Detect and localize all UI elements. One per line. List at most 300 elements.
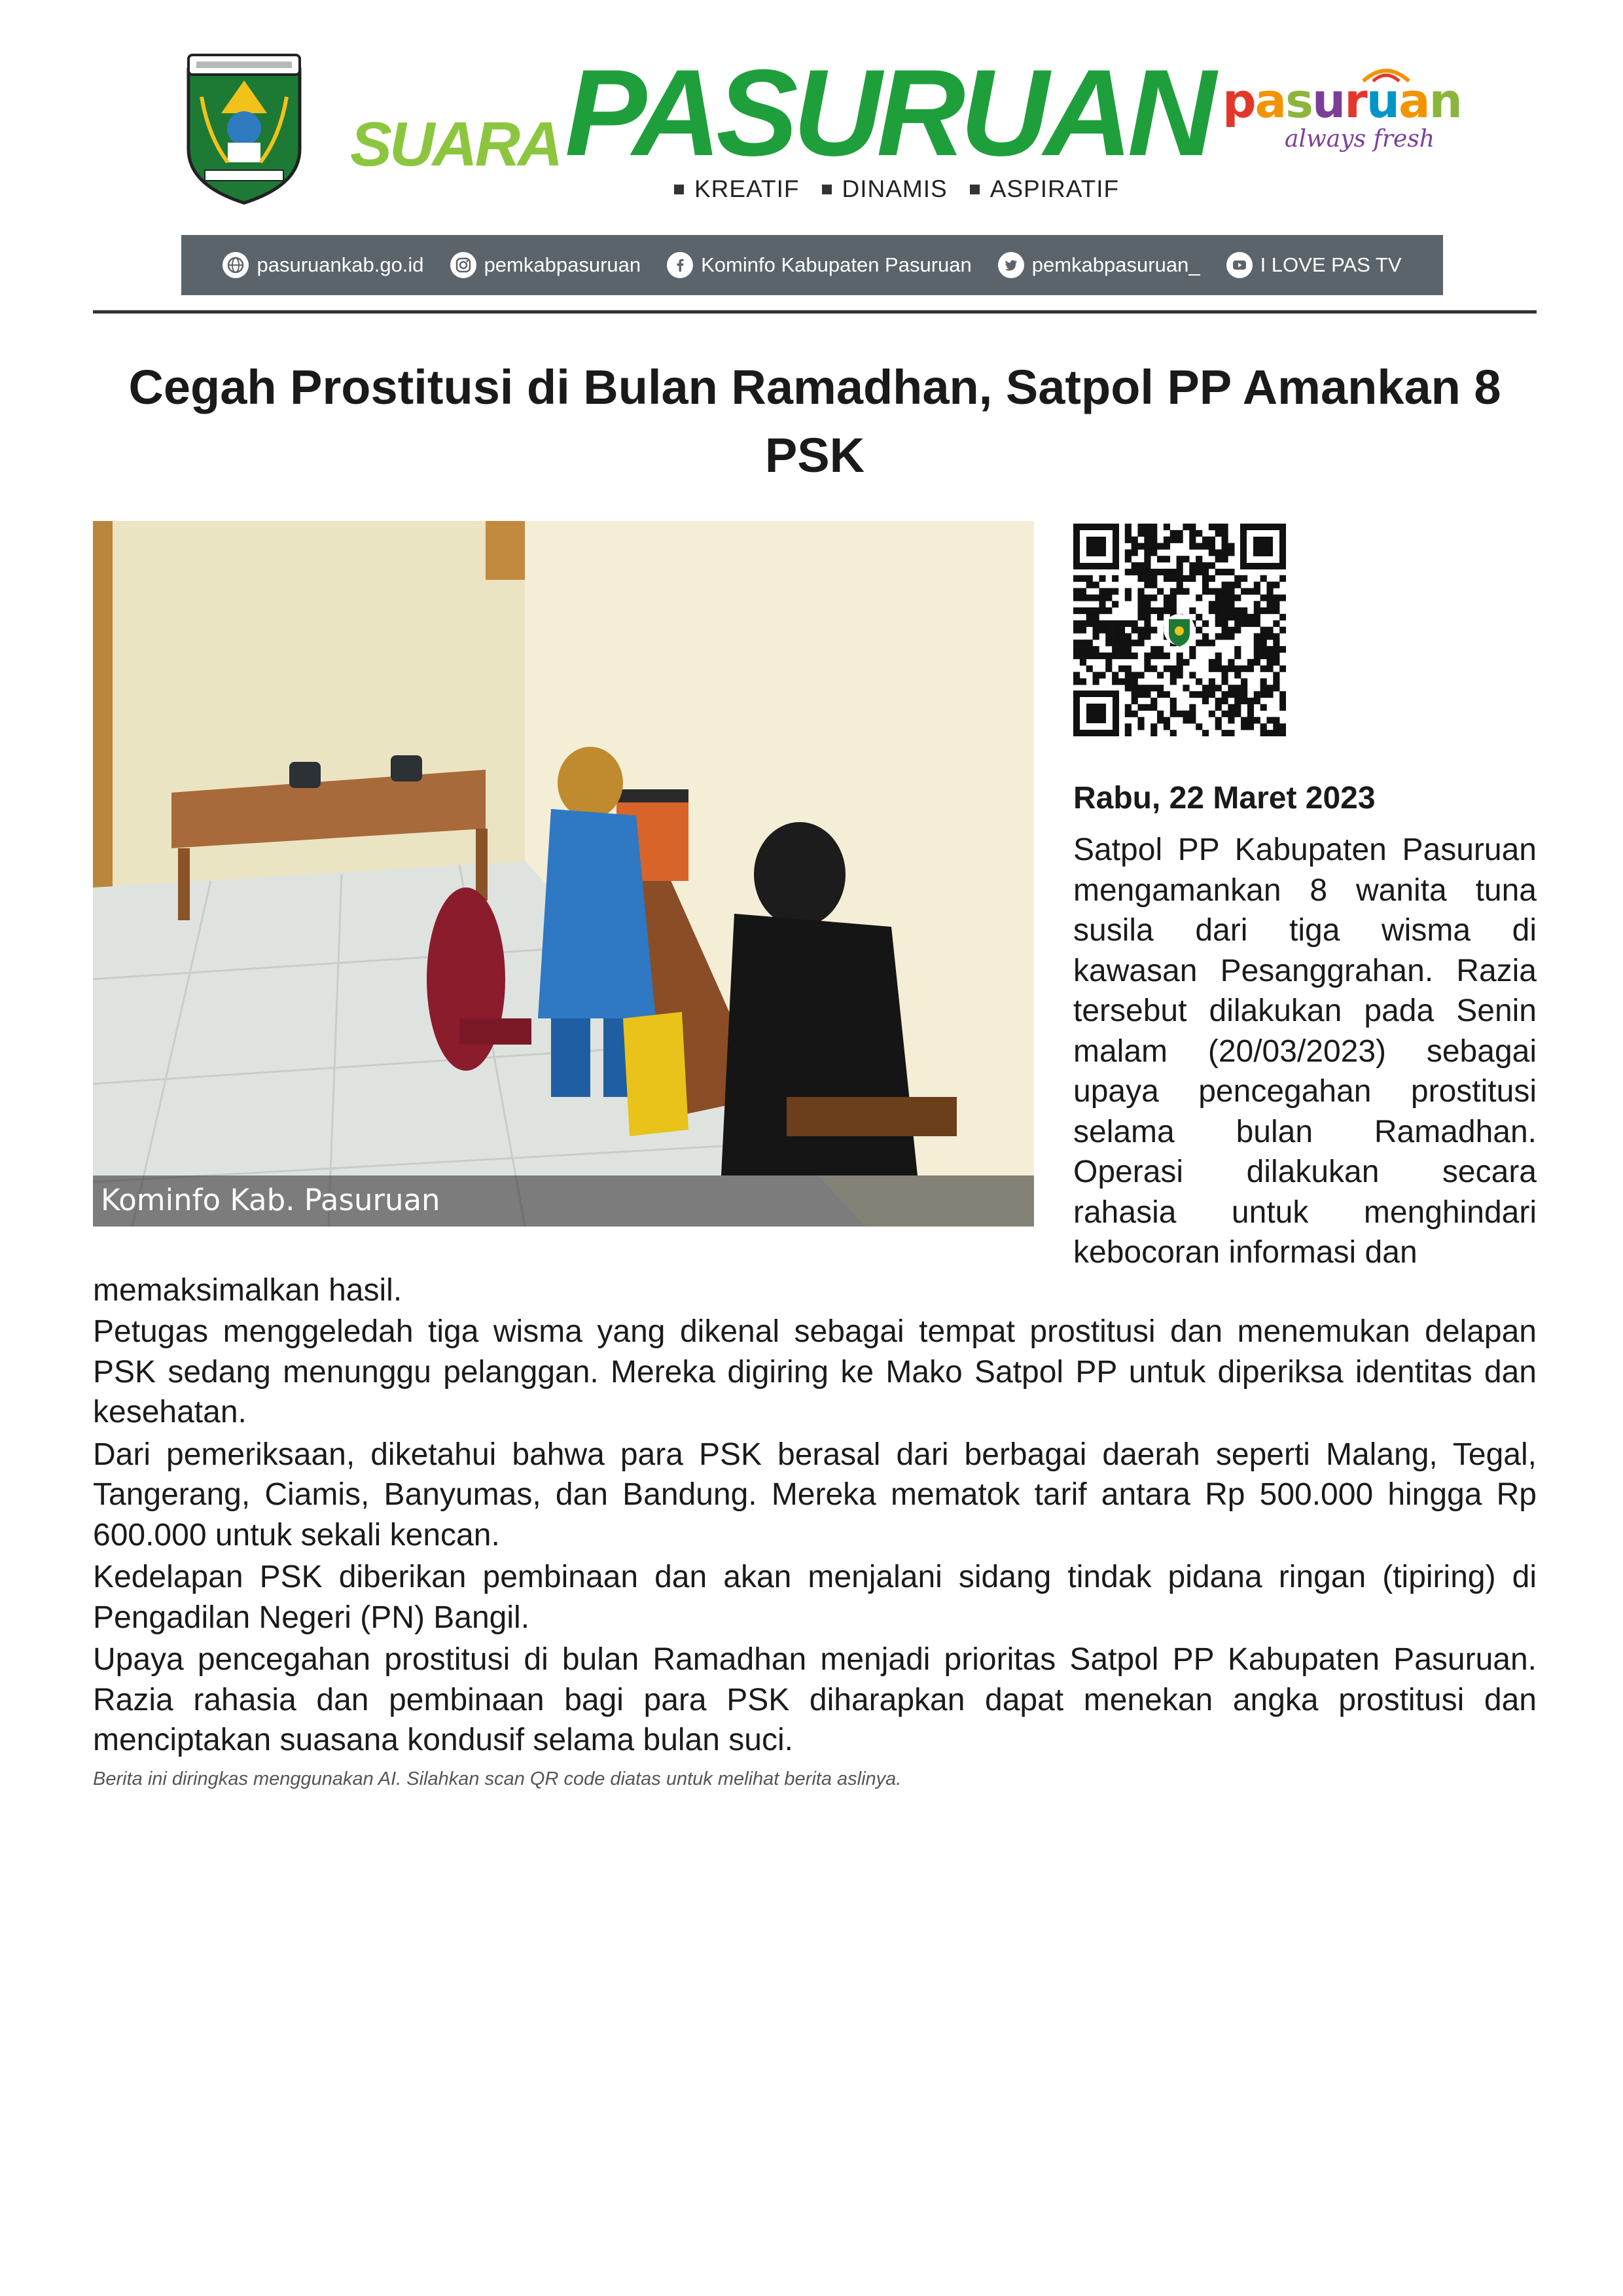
qr-module <box>1228 666 1234 672</box>
qr-module <box>1170 537 1177 543</box>
qr-module <box>1228 704 1234 711</box>
qr-module <box>1202 691 1209 698</box>
qr-module <box>1241 717 1247 723</box>
qr-module <box>1157 607 1164 614</box>
qr-module <box>1144 530 1150 537</box>
qr-module <box>1254 698 1260 704</box>
qr-module <box>1279 614 1286 620</box>
qr-module <box>1222 620 1228 627</box>
qr-module <box>1099 672 1105 679</box>
qr-module <box>1080 678 1086 685</box>
qr-module <box>1164 723 1170 730</box>
qr-module <box>1177 575 1183 582</box>
qr-module <box>1260 639 1267 646</box>
qr-module <box>1222 698 1228 704</box>
qr-module <box>1209 562 1215 569</box>
qr-module <box>1189 672 1196 679</box>
social-link-facebook[interactable] <box>667 252 972 278</box>
qr-module <box>1266 601 1273 607</box>
article-photo <box>93 521 1034 1227</box>
qr-module <box>1125 569 1132 575</box>
qr-module <box>1254 653 1260 659</box>
social-link-instagram[interactable] <box>450 252 641 278</box>
qr-module <box>1209 639 1215 646</box>
qr-module <box>1132 691 1138 698</box>
qr-module <box>1266 717 1273 723</box>
qr-module <box>1234 685 1241 691</box>
qr-module <box>1202 633 1209 639</box>
qr-module <box>1273 659 1279 666</box>
qr-module <box>1266 685 1273 691</box>
qr-module <box>1209 588 1215 594</box>
qr-module <box>1150 607 1157 614</box>
qr-module <box>1209 524 1215 530</box>
qr-module <box>1228 685 1234 691</box>
qr-module <box>1254 614 1260 620</box>
qr-module <box>1196 569 1202 575</box>
qr-module <box>1228 711 1234 717</box>
qr-module <box>1209 691 1215 698</box>
qr-module <box>1144 704 1150 711</box>
qr-module <box>1215 530 1222 537</box>
qr-module <box>1189 691 1196 698</box>
pasuruan-always-fresh-logo <box>1222 73 1461 175</box>
qr-module <box>1177 562 1183 569</box>
qr-module <box>1144 666 1150 672</box>
qr-module <box>1164 569 1170 575</box>
qr-module <box>1215 704 1222 711</box>
qr-module <box>1144 659 1150 666</box>
qr-module <box>1164 524 1170 530</box>
qr-module <box>1125 730 1132 736</box>
qr-module <box>1222 556 1228 562</box>
article-paragraph: Dari pemeriksaan, diketahui bahwa para PSK berasal dari berbagai daerah seperti Malang, Tegal, Tangerang, Ciamis, Banyumas, dan Bandung. Mereka mematok tarif antara Rp 500.000 hingga Rp 600.000 untuk sekali kencan. <box>93 1437 1537 1552</box>
qr-module <box>1177 672 1183 679</box>
qr-module <box>1150 569 1157 575</box>
suara-pasuruan-brand <box>350 44 1211 202</box>
qr-module <box>1254 639 1260 646</box>
qr-module <box>1222 678 1228 685</box>
qr-module <box>1234 672 1241 679</box>
qr-module <box>1273 672 1279 679</box>
qr-module <box>1215 633 1222 639</box>
qr-module <box>1137 672 1144 679</box>
qr-module <box>1137 543 1144 550</box>
qr-module <box>1189 569 1196 575</box>
qr-module <box>1086 639 1093 646</box>
qr-module <box>1164 575 1170 582</box>
social-link-youtube[interactable] <box>1226 252 1402 278</box>
qr-module <box>1183 556 1189 562</box>
qr-module <box>1196 691 1202 698</box>
qr-module <box>1247 717 1254 723</box>
qr-module <box>1177 537 1183 543</box>
qr-module <box>1093 627 1099 634</box>
qr-module <box>1202 620 1209 627</box>
qr-module <box>1228 627 1234 634</box>
qr-module <box>1183 717 1189 723</box>
qr-module <box>1266 666 1273 672</box>
qr-module <box>1125 530 1132 537</box>
qr-module <box>1222 711 1228 717</box>
qr-module <box>1099 588 1105 594</box>
qr-module <box>1222 537 1228 543</box>
qr-module <box>1170 601 1177 607</box>
qr-module <box>1086 620 1093 627</box>
qr-module <box>1234 691 1241 698</box>
qr-module <box>1228 594 1234 601</box>
qr-module <box>1144 601 1150 607</box>
qr-module <box>1273 717 1279 723</box>
qr-module <box>1266 588 1273 594</box>
social-links-bar <box>181 235 1443 295</box>
qr-module <box>1260 653 1267 659</box>
qr-module <box>1222 691 1228 698</box>
qr-module <box>1170 588 1177 594</box>
qr-module <box>1279 575 1286 582</box>
qr-module <box>1125 646 1132 653</box>
qr-module <box>1254 659 1260 666</box>
qr-module <box>1260 723 1267 730</box>
qr-module <box>1209 543 1215 550</box>
qr-module <box>1228 659 1234 666</box>
qr-module <box>1086 646 1093 653</box>
qr-module <box>1080 620 1086 627</box>
sun-rays-icon <box>1360 63 1412 82</box>
qr-module <box>1150 543 1157 550</box>
qr-module <box>1132 639 1138 646</box>
qr-module <box>1093 594 1099 601</box>
qr-module <box>1170 594 1177 601</box>
qr-module <box>1189 537 1196 543</box>
qr-module <box>1177 666 1183 672</box>
qr-module <box>1209 601 1215 607</box>
qr-module <box>1215 666 1222 672</box>
qr-module <box>1273 653 1279 659</box>
qr-module <box>1164 691 1170 698</box>
qr-module <box>1073 588 1080 594</box>
qr-module <box>1279 723 1286 730</box>
qr-module <box>1254 646 1260 653</box>
qr-module <box>1234 653 1241 659</box>
qr-module <box>1125 556 1132 562</box>
qr-module <box>1170 666 1177 672</box>
qr-module <box>1279 691 1286 698</box>
qr-module <box>1202 588 1209 594</box>
qr-module <box>1099 594 1105 601</box>
qr-module <box>1132 678 1138 685</box>
qr-module <box>1157 556 1164 562</box>
qr-module <box>1170 569 1177 575</box>
qr-module <box>1105 653 1112 659</box>
qr-module <box>1105 627 1112 634</box>
qr-module <box>1125 549 1132 556</box>
qr-module <box>1215 685 1222 691</box>
qr-module <box>1215 549 1222 556</box>
qr-module <box>1137 717 1144 723</box>
qr-module <box>1189 704 1196 711</box>
qr-module <box>1266 627 1273 634</box>
social-label: I LOVE PAS TV <box>1260 253 1402 276</box>
qr-module <box>1273 639 1279 646</box>
qr-module <box>1177 582 1183 588</box>
qr-module <box>1215 601 1222 607</box>
social-label: Kominfo Kabupaten Pasuruan <box>701 253 972 276</box>
qr-module <box>1099 607 1105 614</box>
qr-module <box>1209 666 1215 672</box>
qr-module <box>1105 639 1112 646</box>
qr-module <box>1073 672 1080 679</box>
qr-module <box>1247 620 1254 627</box>
qr-module <box>1170 575 1177 582</box>
qr-module <box>1137 614 1144 620</box>
qr-module <box>1222 730 1228 736</box>
instagram-icon <box>450 252 476 278</box>
qr-module <box>1157 653 1164 659</box>
qr-module <box>1247 704 1254 711</box>
qr-module <box>1241 698 1247 704</box>
qr-module <box>1164 717 1170 723</box>
qr-module <box>1196 543 1202 550</box>
article-lead: Satpol PP Kabupaten Pasuruan mengamankan 8 wanita tuna susila dari tiga wisma di kawasan Pesanggrahan. Razia tersebut dilakukan pada Senin malam (20/03/2023) sebagai upaya pencegahan prostitusi selama bulan Ramadhan. Operasi dilakukan secara rahasia untuk menghindari kebocoran informasi dan <box>1073 833 1537 1270</box>
qr-module <box>1086 594 1093 601</box>
qr-module <box>1215 717 1222 723</box>
qr-module <box>1177 588 1183 594</box>
qr-module <box>1228 549 1234 556</box>
qr-module <box>1273 685 1279 691</box>
qr-module <box>1273 678 1279 685</box>
qr-module <box>1132 685 1138 691</box>
qr-module <box>1112 588 1118 594</box>
qr-module <box>1196 530 1202 537</box>
qr-module <box>1144 614 1150 620</box>
qr-module <box>1241 666 1247 672</box>
qr-module <box>1254 691 1260 698</box>
qr-module <box>1273 601 1279 607</box>
qr-module <box>1266 730 1273 736</box>
qr-module <box>1150 537 1157 543</box>
qr-module <box>1266 633 1273 639</box>
qr-module <box>1247 711 1254 717</box>
qr-module <box>1125 653 1132 659</box>
brand-pasuruan-text: PASURUAN <box>565 44 1211 181</box>
qr-module <box>1247 614 1254 620</box>
qr-module <box>1279 627 1286 634</box>
qr-module <box>1099 575 1105 582</box>
qr-module <box>1125 537 1132 543</box>
qr-module <box>1209 549 1215 556</box>
qr-module <box>1234 711 1241 717</box>
qr-module <box>1132 543 1138 550</box>
qr-module <box>1093 633 1099 639</box>
qr-module <box>1279 698 1286 704</box>
qr-module <box>1228 543 1234 550</box>
qr-module <box>1222 524 1228 530</box>
qr-module <box>1144 549 1150 556</box>
qr-module <box>1125 704 1132 711</box>
qr-module <box>1177 530 1183 537</box>
qr-module <box>1247 588 1254 594</box>
qr-module <box>1150 549 1157 556</box>
qr-module <box>1080 607 1086 614</box>
qr-module <box>1132 549 1138 556</box>
qr-module <box>1234 698 1241 704</box>
qr-module <box>1260 575 1267 582</box>
qr-module <box>1222 530 1228 537</box>
qr-module <box>1125 524 1132 530</box>
qr-module <box>1150 530 1157 537</box>
qr-module <box>1150 594 1157 601</box>
qr-module <box>1105 666 1112 672</box>
qr-module <box>1196 723 1202 730</box>
qr-module <box>1234 666 1241 672</box>
qr-module <box>1241 691 1247 698</box>
qr-module <box>1118 678 1125 685</box>
qr-module <box>1241 614 1247 620</box>
qr-module <box>1234 614 1241 620</box>
article-body <box>93 1312 1537 1763</box>
social-link-twitter[interactable] <box>998 252 1200 278</box>
tagline-item: KREATIF <box>674 175 800 203</box>
qr-module <box>1215 614 1222 620</box>
qr-module <box>1228 730 1234 736</box>
qr-module <box>1202 639 1209 646</box>
qr-module <box>1164 594 1170 601</box>
qr-module <box>1241 685 1247 691</box>
qr-module <box>1260 646 1267 653</box>
qr-module <box>1118 653 1125 659</box>
qr-module <box>1099 653 1105 659</box>
article-paragraph: Kedelapan PSK diberikan pembinaan dan akan menjalani sidang tindak pidana ringan (tipiring) di Pengadilan Negeri (PN) Bangil. <box>93 1560 1537 1635</box>
qr-module <box>1209 659 1215 666</box>
qr-module <box>1247 698 1254 704</box>
qr-module <box>1118 627 1125 634</box>
qr-module <box>1132 620 1138 627</box>
qr-module <box>1099 601 1105 607</box>
qr-module <box>1202 685 1209 691</box>
social-link-website[interactable] <box>223 252 423 278</box>
qr-module <box>1137 627 1144 634</box>
qr-module <box>1215 569 1222 575</box>
qr-module <box>1170 607 1177 614</box>
social-label: pemkabpasuruan <box>484 253 641 276</box>
qr-module <box>1170 704 1177 711</box>
qr-module <box>1215 524 1222 530</box>
qr-module <box>1144 575 1150 582</box>
qr-module <box>1073 653 1080 659</box>
ai-summary-note: Berita ini diringkas menggunakan AI. Silahkan scan QR code diatas untuk melihat berita aslinya. <box>93 1768 902 1789</box>
qr-module <box>1196 594 1202 601</box>
qr-module <box>1150 666 1157 672</box>
qr-module <box>1080 594 1086 601</box>
qr-module <box>1228 691 1234 698</box>
qr-module <box>1118 620 1125 627</box>
qr-module <box>1260 704 1267 711</box>
qr-module <box>1137 530 1144 537</box>
qr-module <box>1144 543 1150 550</box>
qr-module <box>1157 691 1164 698</box>
qr-module <box>1260 730 1267 736</box>
qr-code[interactable] <box>1073 524 1286 736</box>
article-paragraph: Petugas menggeledah tiga wisma yang dikenal sebagai tempat prostitusi dan menemukan delapan PSK sedang menunggu pelanggan. Mereka digiring ke Mako Satpol PP untuk diperiksa identitas dan kesehatan. <box>93 1314 1537 1429</box>
qr-module <box>1177 569 1183 575</box>
facebook-icon <box>667 252 693 278</box>
qr-module <box>1132 537 1138 543</box>
qr-module <box>1260 594 1267 601</box>
qr-module <box>1183 659 1189 666</box>
qr-module <box>1086 575 1093 582</box>
qr-module <box>1215 653 1222 659</box>
qr-module <box>1093 646 1099 653</box>
qr-module <box>1266 582 1273 588</box>
qr-module <box>1144 653 1150 659</box>
qr-module <box>1105 594 1112 601</box>
qr-module <box>1105 633 1112 639</box>
qr-module <box>1144 524 1150 530</box>
article-title: Cegah Prostitusi di Bulan Ramadhan, Satpol PP Amankan 8 PSK <box>128 360 1501 482</box>
qr-module <box>1202 698 1209 704</box>
qr-module <box>1247 659 1254 666</box>
qr-module <box>1222 594 1228 601</box>
qr-module <box>1247 666 1254 672</box>
qr-module <box>1137 524 1144 530</box>
qr-module <box>1234 582 1241 588</box>
qr-module <box>1222 582 1228 588</box>
qr-module <box>1260 691 1267 698</box>
qr-module <box>1241 588 1247 594</box>
qr-module <box>1112 601 1118 607</box>
qr-module <box>1189 575 1196 582</box>
qr-module <box>1080 653 1086 659</box>
qr-module <box>1086 666 1093 672</box>
qr-module <box>1150 704 1157 711</box>
qr-module <box>1144 569 1150 575</box>
qr-module <box>1093 614 1099 620</box>
qr-module <box>1157 672 1164 679</box>
qr-module <box>1222 666 1228 672</box>
qr-module <box>1157 569 1164 575</box>
qr-module <box>1228 614 1234 620</box>
qr-module <box>1144 627 1150 634</box>
qr-module <box>1125 711 1132 717</box>
qr-module <box>1137 633 1144 639</box>
qr-module <box>1189 543 1196 550</box>
qr-module <box>1254 607 1260 614</box>
qr-module <box>1150 730 1157 736</box>
qr-module <box>1222 627 1228 634</box>
qr-module <box>1215 659 1222 666</box>
social-label: pemkabpasuruan_ <box>1031 253 1200 276</box>
qr-module <box>1273 620 1279 627</box>
qr-module <box>1202 543 1209 550</box>
tagline-item: ASPIRATIF <box>970 175 1119 203</box>
qr-module <box>1189 646 1196 653</box>
qr-module <box>1222 607 1228 614</box>
qr-module <box>1222 633 1228 639</box>
qr-module <box>1254 582 1260 588</box>
qr-module <box>1209 711 1215 717</box>
qr-module <box>1196 627 1202 634</box>
qr-module <box>1144 633 1150 639</box>
qr-module <box>1144 620 1150 627</box>
qr-module <box>1266 691 1273 698</box>
qr-module <box>1273 723 1279 730</box>
qr-module <box>1170 530 1177 537</box>
qr-module <box>1150 582 1157 588</box>
qr-module <box>1228 717 1234 723</box>
qr-module <box>1215 607 1222 614</box>
qr-module <box>1215 698 1222 704</box>
